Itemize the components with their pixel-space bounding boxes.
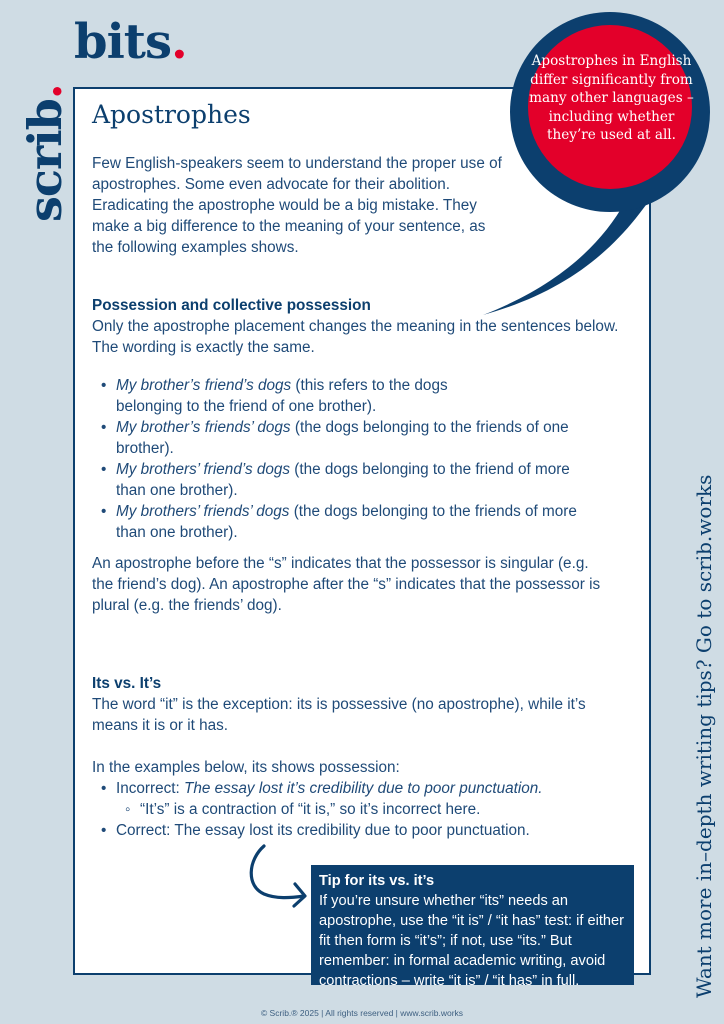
sub-list (116, 799, 622, 820)
intro-paragraph-2: Eradicating the apostrophe would be a big mistake. They make a big difference to the meaning of your sentence, as the following examples shows. (92, 197, 486, 256)
example-phrase: My brothers’ friends’ dogs (116, 503, 290, 520)
its-examples-list (92, 778, 622, 841)
incorrect-label: Incorrect: (116, 780, 185, 797)
list-item (92, 417, 602, 459)
example-explanation: (the dogs belonging to the friends of one brother). (116, 419, 569, 457)
scrib-logo (18, 84, 72, 222)
incorrect-sentence: The essay lost it’s credibility due to poor punctuation. (184, 780, 543, 797)
possession-summary: An apostrophe before the “s” indicates that the possessor is singular (e.g. the friend’s dog). An apostrophe after the “s” indicates that the possessor is plural (e.g. the friends’ dog). (92, 555, 601, 614)
possession-lead: Only the apostrophe placement changes the meaning in the sentences below. The wording is exactly the same. (92, 318, 619, 356)
side-cta-link[interactable]: Want more in–depth writing tips? Go to scrib.works (692, 474, 716, 998)
example-phrase: My brother’s friend’s dogs (116, 377, 292, 394)
bits-word: bits (74, 14, 171, 70)
list-item (92, 501, 602, 543)
example-explanation: (this refers to the dogs belonging to the friend of one brother). (116, 377, 448, 415)
list-item (92, 778, 622, 820)
its-section (92, 673, 617, 736)
example-phrase: My brother’s friends’ dogs (116, 419, 291, 436)
intro-paragraph-1: Few English-speakers seem to understand the proper use of apostrophes. Some even advocate for their abolition. (92, 155, 502, 193)
callout-text: Apostrophes in English differ significantly from many other languages – including whether they’re used at all. (529, 53, 694, 144)
its-lead: The word “it” is the exception: its is possessive (no apostrophe), while it’s means it is or it has. (92, 696, 586, 734)
bits-logo (74, 14, 187, 70)
list-item: • Correct: The essay lost its credibility due to poor punctuation. (92, 820, 622, 841)
example-explanation: (the dogs belonging to the friend of more than one brother). (116, 461, 570, 499)
its-examples (92, 757, 622, 841)
tip-body: If you’re unsure whether “its” needs an apostrophe, use the “it is” / “it has” test: if either fit then form is “it’s”; if not, use “its.” But remember: in formal academic writing, avoid contractions – write “it is” / “it has” in full. (319, 893, 624, 989)
its-examples-intro: In the examples below, its shows possession: (92, 759, 400, 776)
scrib-word: scrib (18, 99, 72, 222)
scrib-dot: . (18, 84, 72, 100)
possession-heading: Possession and collective possession (92, 297, 371, 314)
tip-box (311, 865, 634, 989)
example-explanation: (the dogs belonging to the friends of more than one brother). (116, 503, 577, 541)
footer: © Scrib.® 2025 | All rights reserved | www.scrib.works (260, 1008, 464, 1018)
list-item: ◦ “It’s” is a contraction of “it is,” so it’s incorrect here. (116, 799, 622, 820)
tip-title: Tip for its vs. it’s (319, 873, 435, 889)
list-item (92, 375, 481, 417)
page-title: Apostrophes (92, 100, 251, 129)
possession-section (92, 295, 632, 358)
list-item (92, 459, 602, 501)
curved-arrow-icon (242, 842, 312, 914)
its-heading: Its vs. It’s (92, 675, 162, 692)
bits-dot: . (171, 14, 187, 70)
possession-examples-list (92, 375, 602, 543)
example-phrase: My brothers’ friend’s dogs (116, 461, 291, 478)
